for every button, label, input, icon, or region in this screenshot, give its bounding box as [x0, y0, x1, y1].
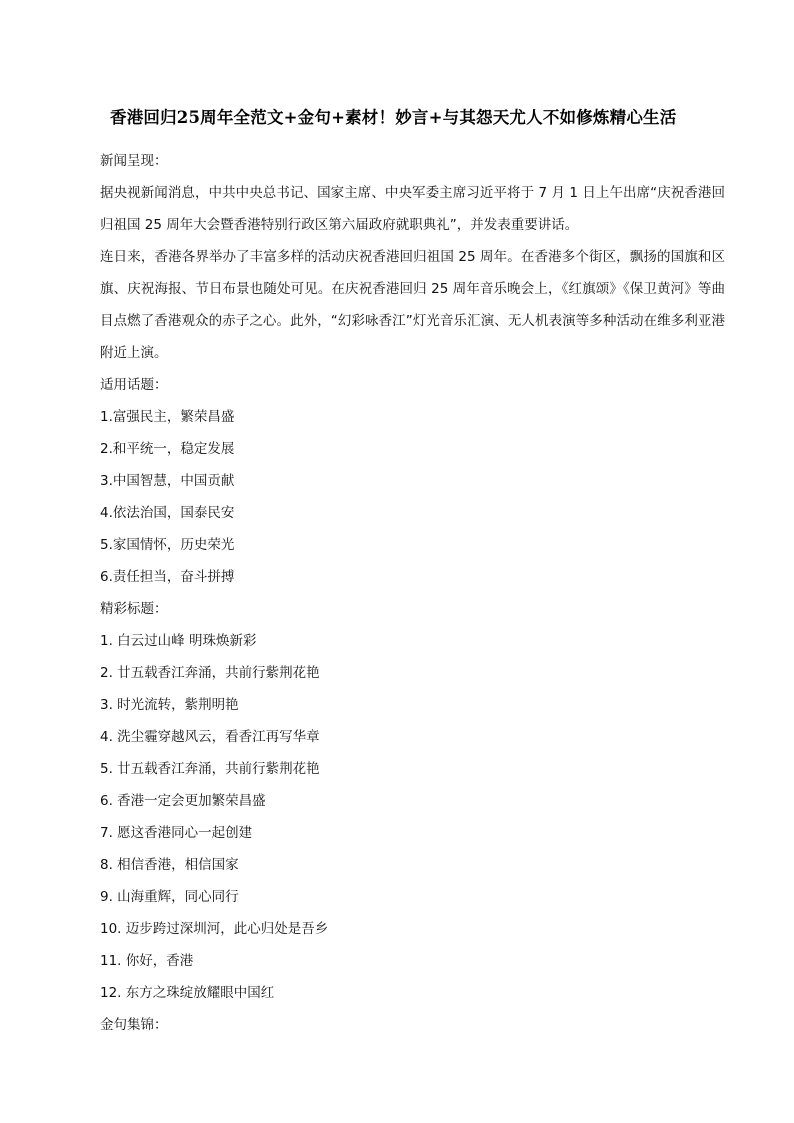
topics-section-label: 适用话题： — [100, 377, 168, 393]
topic-item-4: 4.依法治国，国泰民安 — [100, 505, 235, 521]
news-paragraph-2 — [100, 241, 725, 369]
topic-item-2: 2.和平统一，稳定发展 — [100, 441, 235, 457]
news-paragraph-1 — [100, 177, 725, 241]
titles-section-label: 精彩标题： — [100, 601, 168, 617]
title-item-8: 8. 相信香港，相信国家 — [100, 857, 239, 873]
title-item-6: 6. 香港一定会更加繁荣昌盛 — [100, 793, 266, 809]
title-item-10: 10. 迈步跨过深圳河，此心归处是吾乡 — [100, 921, 329, 937]
topic-item-3: 3.中国智慧，中国贡献 — [100, 473, 235, 489]
title-item-4: 4. 洗尘霾穿越风云，看香江再写华章 — [100, 729, 320, 745]
news-paragraph-1-text: 据央视新闻消息，中共中央总书记、国家主席、中央军委主席习近平将于 7 月 1 日上午出席“庆祝香港回归祖国 25 周年大会暨香港特别行政区第六届政府就职典礼”，并发表重要讲话。 — [100, 185, 725, 233]
news-section-label: 新闻呈现： — [100, 153, 168, 169]
title-item-2: 2. 廿五载香江奔涌，共前行紫荆花艳 — [100, 665, 320, 681]
document-body — [100, 145, 725, 1041]
news-paragraph-2-text: 连日来，香港各界举办了丰富多样的活动庆祝香港回归祖国 25 周年。在香港多个街区，飘扬的国旗和区旗、庆祝海报、节日布景也随处可见。在庆祝香港回归 25 周年音乐晚会上，《红旗颂》《保卫黄河》等曲目点燃了香港观众的赤子之心。此外，“幻彩咏香江”灯光音乐汇演、无人机表演等多种活动在维多利亚港附近上演。 — [100, 249, 725, 361]
title-item-12: 12. 东方之珠绽放耀眼中国红 — [100, 985, 275, 1001]
quotes-section-label: 金句集锦： — [100, 1017, 168, 1033]
topic-item-5: 5.家国情怀，历史荣光 — [100, 537, 235, 553]
document-title: 香港回归25周年全范文+金句+素材！妙言+与其怨天尤人不如修炼精心生活 — [110, 108, 677, 127]
topic-item-1: 1.富强民主，繁荣昌盛 — [100, 409, 235, 425]
title-item-9: 9. 山海重辉，同心同行 — [100, 889, 239, 905]
title-item-3: 3. 时光流转，紫荆明艳 — [100, 697, 239, 713]
title-item-11: 11. 你好，香港 — [100, 953, 194, 969]
topic-item-6: 6.责任担当，奋斗拼搏 — [100, 569, 235, 585]
title-item-5: 5. 廿五载香江奔涌，共前行紫荆花艳 — [100, 761, 320, 777]
title-item-1: 1. 白云过山峰 明珠焕新彩 — [100, 633, 257, 649]
title-item-7: 7. 愿这香港同心一起创建 — [100, 825, 253, 841]
